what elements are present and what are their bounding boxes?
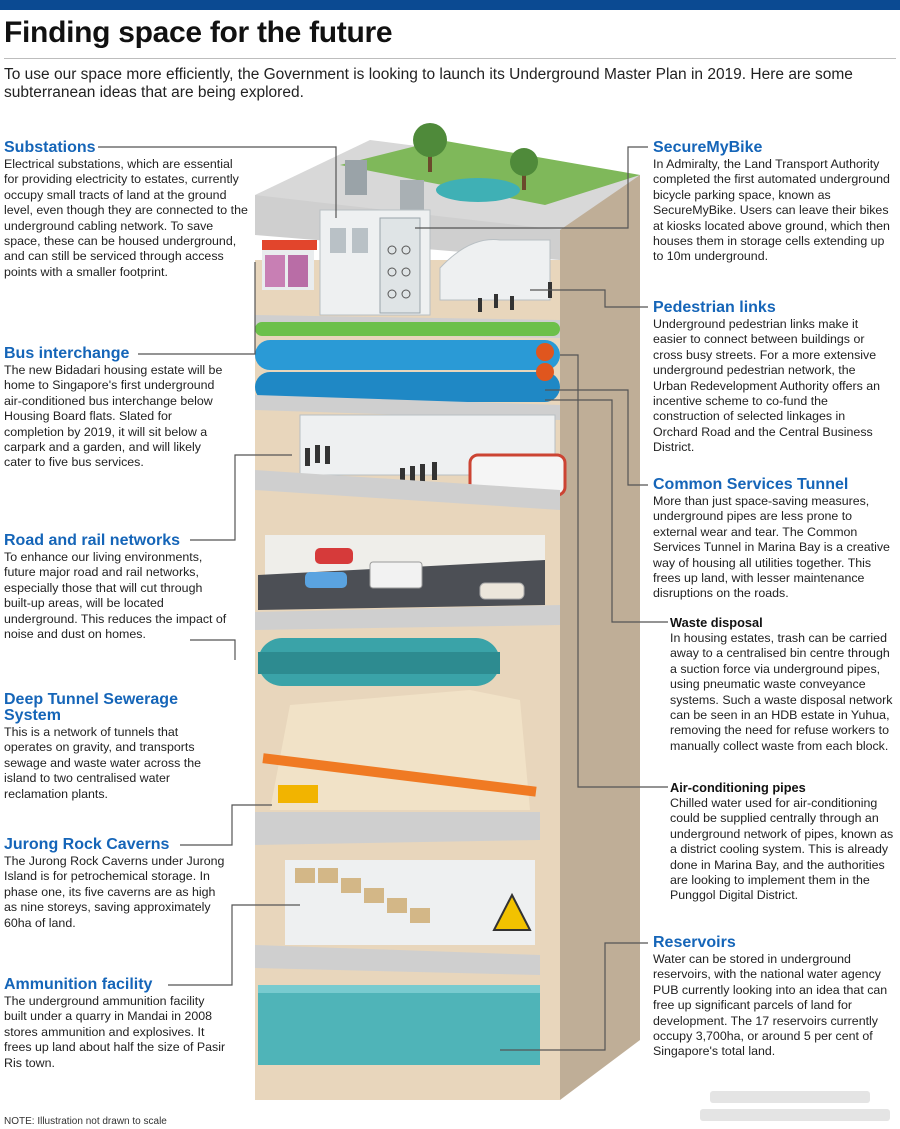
info-substations: [4, 140, 249, 280]
info-reservoirs: [653, 935, 891, 1060]
info-ammunition: [4, 977, 229, 1071]
info-heading: Common Services Tunnel: [653, 476, 849, 493]
info-heading: Substations: [4, 139, 96, 156]
info-heading: Deep Tunnel Sewerage System: [4, 691, 178, 724]
info-text: The new Bidadari housing estate will be home to Singapore's first underground air-conditioned bus interchange below Housing Board flats. Slated for completion by 2019, it will sit below a carpark and a garden, and will likely cater to five bus services.: [4, 363, 223, 470]
info-heading: SecureMyBike: [653, 139, 763, 156]
info-text: The Jurong Rock Caverns under Jurong Island is for petrochemical storage. In phase one, its five caverns are as high as nine storeys, saving approximately 60ha of land.: [4, 854, 225, 930]
info-text: The underground ammunition facility built under a quarry in Mandai in 2008 stores ammunition and explosives. It frees up land about half the size of Pasir Ris town.: [4, 994, 226, 1070]
blurred-watermark: [700, 1085, 895, 1125]
info-common-services-tunnel: [653, 477, 891, 602]
info-pedestrian-links: [653, 300, 891, 456]
info-text: Water can be stored in underground reservoirs, with the national water agency PUB currently looking into an idea that can free up significant parcels of land for development. The 17 reservoirs currently occupy 3,700ha, or around 5 per cent of Singapore's total land.: [653, 952, 888, 1059]
info-heading: Ammunition facility: [4, 976, 153, 993]
info-text: Electrical substations, which are essential for providing electricity to estates, currently occupy small tracts of land at the ground level, even though they are connected to the underground cabling network. To save space, these can be housed underground, and can still be serviced through access points with a smaller footprint.: [4, 157, 248, 279]
pond: [436, 178, 520, 202]
info-text: To enhance our living environments, future major road and rail networks, especially those that will cut through built-up areas, will be located underground. This reduces the impact of noise and dust on homes.: [4, 550, 227, 642]
info-text: In Admiralty, the Land Transport Authority completed the first automated underground bicycle parking space, known as SecureMyBike. Users can leave their bikes at kiosks located above ground, which then houses them in storage cells extending up to 10m underground.: [653, 157, 890, 264]
footnote: NOTE: Illustration not drawn to scale: [4, 1116, 167, 1127]
info-text: Underground pedestrian links make it easier to connect between buildings or cross busy streets. For a more extensive underground pedestrian network, the Urban Redevelopment Authority offers an incentive scheme to co-fund the construction of selected linkages in Orchard Road and the Central Business District.: [653, 317, 881, 455]
info-heading: Reservoirs: [653, 934, 736, 951]
info-heading: Jurong Rock Caverns: [4, 836, 170, 853]
info-jurong-caverns: [4, 837, 229, 931]
page-title: Finding space for the future: [4, 16, 393, 49]
info-text: In housing estates, trash can be carried away to a centralised bin centre through a suction force via underground pipes, using pneumatic waste conveyance systems. Such a waste disposal network can be seen in an HDB estate in Yuhua, removing the need for refuse workers to manually collect waste from each block.: [670, 631, 893, 753]
info-text: This is a network of tunnels that operates on gravity, and transports sewage and waste water across the island to two centralised water reclamation plants.: [4, 725, 201, 801]
info-heading: Road and rail networks: [4, 532, 181, 549]
info-securemybike: [653, 140, 891, 265]
info-heading: Bus interchange: [4, 345, 130, 362]
reservoir-water: [258, 985, 540, 1065]
info-waste-disposal: [670, 615, 898, 754]
info-air-conditioning-pipes: [670, 780, 898, 904]
info-heading: Pedestrian links: [653, 299, 776, 316]
intro-text: To use our space more efficiently, the Government is looking to launch its Underground Master Plan in 2019. Here are some subterranean ideas that are being explored.: [4, 66, 853, 101]
blue-pipe-1: [255, 340, 560, 370]
info-heading: Waste disposal: [670, 615, 763, 630]
info-heading: Air-conditioning pipes: [670, 780, 806, 795]
bus-icon: [265, 255, 285, 287]
info-bus-interchange: [4, 346, 226, 471]
info-text: Chilled water used for air-conditioning could be supplied centrally through an underground network of pipes, known as a district cooling system. This is already done in Marina Bay, and the authorities are looking to implement them in the Punggol Digital District.: [670, 796, 894, 903]
info-road-rail: [4, 533, 232, 642]
info-deep-tunnel: [4, 692, 229, 802]
info-text: More than just space-saving measures, underground pipes are less prone to external wear and tear. The Common Services Tunnel in Marina Bay is a creative way of housing all utilities together. This frees up land, with lesser maintenance disruptions on the roads.: [653, 494, 890, 601]
green-pipe: [255, 322, 560, 336]
